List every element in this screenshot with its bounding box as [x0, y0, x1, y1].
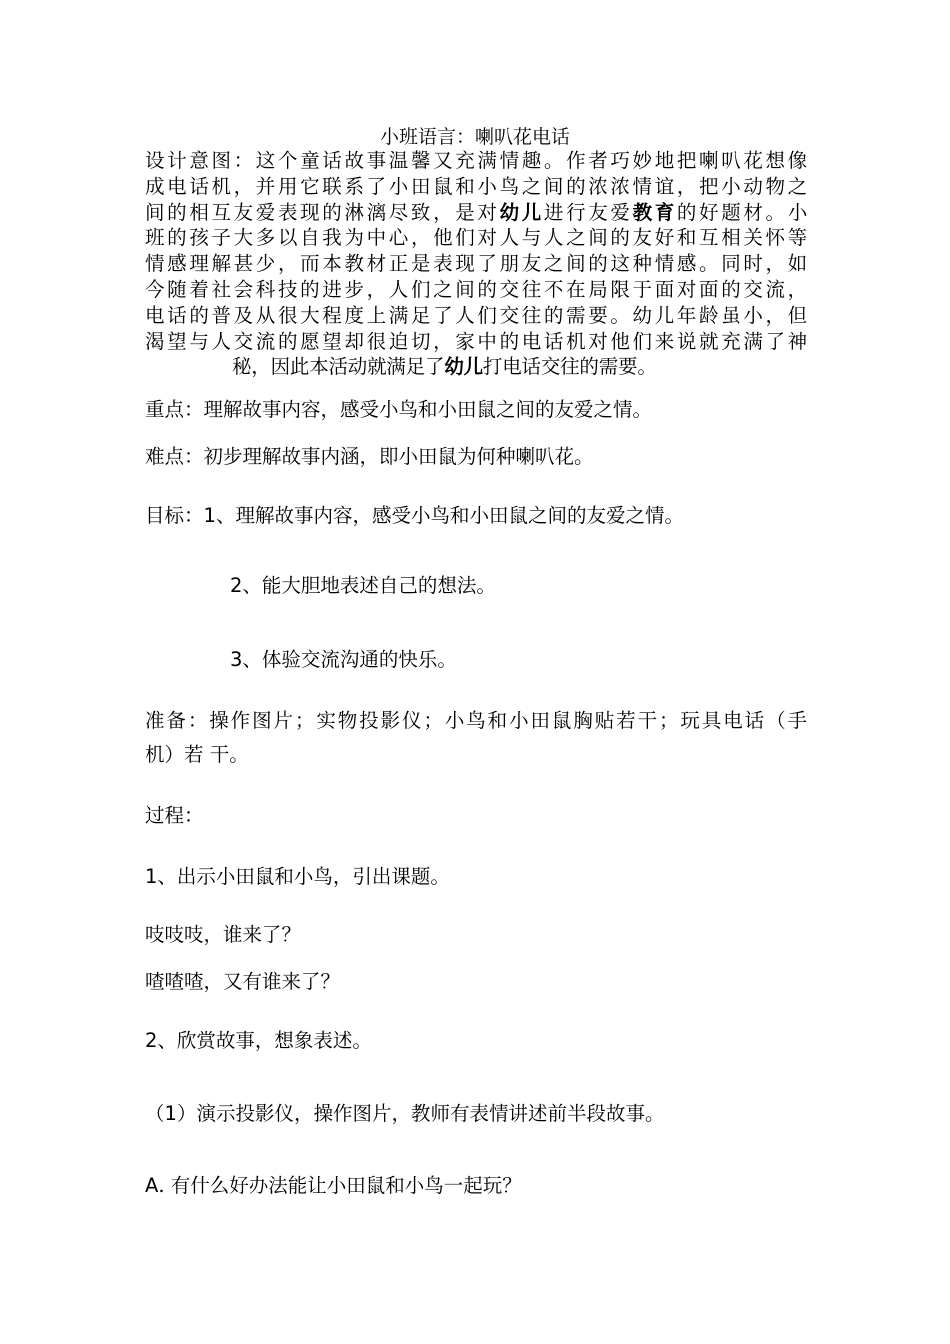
- goal-number: 1: [203, 504, 216, 527]
- goal-item-1: [145, 499, 810, 533]
- goal-item-2: [230, 569, 895, 603]
- intro-text: 班的孩子大多以自我为中心，他们对人与人之间的友好和互相关怀等: [145, 226, 807, 250]
- intro-line: [145, 174, 807, 200]
- intro-line: [145, 303, 807, 329]
- goal-number: 3: [230, 648, 243, 671]
- dialogue-line: 吱吱吱，谁来了？: [145, 923, 302, 946]
- goal-text: 、体验交流沟通的快乐。: [242, 648, 457, 671]
- goal-item-3: [230, 643, 895, 677]
- preparation-line: 机）若 干。: [145, 743, 249, 766]
- intro-text: 今随着社会科技的进步，人们之间的交往不在局限于面对面的交流，: [145, 277, 807, 301]
- intro-text: 设计意图：这个童话故事温馨又充满情趣。作者巧妙地把喇叭花想像: [145, 149, 807, 172]
- substep-number: 1: [164, 1102, 177, 1125]
- bold-keyword: 教育: [632, 200, 677, 224]
- intro-text: 打电话交往的需要。: [482, 355, 657, 379]
- document-title: 小班语言：喇叭花电话: [379, 126, 570, 148]
- question-a: [145, 1169, 810, 1203]
- intro-text: 成电话机，并用它联系了小田鼠和小鸟之间的浓浓情谊，把小动物之: [145, 174, 807, 198]
- intro-text: 电话的普及从很大程度上满足了人们交往的需要。幼儿年龄虽小，但: [145, 303, 807, 327]
- intro-text: 情感理解甚少，而本教材正是表现了朋友之间的这种情感。同时，如: [145, 252, 807, 276]
- intro-text: 秘，因此本活动就满足了: [232, 355, 445, 379]
- preparation-line: 准备：操作图片；实物投影仪；小鸟和小田鼠胸贴若干；玩具电话（手: [145, 709, 807, 732]
- intro-text: 间的相互友爱表现的淋漓尽致，是对: [145, 200, 500, 224]
- goal-text: 、理解故事内容，感受小鸟和小田鼠之间的友爱之情。: [215, 504, 684, 527]
- substep-bracket: （: [145, 1102, 165, 1125]
- intro-line: [145, 277, 807, 303]
- step-text: 、欣赏故事，想象表述。: [157, 1029, 372, 1052]
- goal-text: 、能大胆地表述自己的想法。: [242, 574, 496, 597]
- goal-number: 2: [230, 574, 243, 597]
- intro-line: [145, 329, 807, 355]
- intro-line: [145, 200, 807, 226]
- bold-keyword: 幼儿: [444, 355, 483, 379]
- goals-label: 目标：: [145, 504, 204, 527]
- intro-text: 进行友爱: [543, 200, 633, 224]
- question-text: . 有什么好办法能让小田鼠和小鸟一起玩？: [158, 1174, 522, 1197]
- bold-keyword: 幼儿: [499, 200, 544, 224]
- intro-line: [145, 148, 807, 174]
- intro-text: 渴望与人交流的愿望却很迫切，家中的电话机对他们来说就充满了神: [145, 329, 807, 353]
- process-label: 过程：: [145, 804, 204, 827]
- intro-text: 的好题材。小: [676, 200, 807, 224]
- intro-line: [145, 225, 807, 251]
- key-point: 重点：理解故事内容，感受小鸟和小田鼠之间的友爱之情。: [145, 398, 653, 421]
- process-substep-1: [145, 1097, 810, 1131]
- difficulty: 难点：初步理解故事内涵，即小田鼠为何种喇叭花。: [145, 445, 594, 468]
- preparation: [145, 704, 807, 772]
- step-number: 2: [145, 1029, 158, 1052]
- process-step-1: [145, 860, 810, 894]
- intro-line: [145, 354, 807, 380]
- step-text: 、出示小田鼠和小鸟，引出课题。: [157, 865, 450, 888]
- substep-text: ）演示投影仪，操作图片，教师有表情讲述前半段故事。: [176, 1102, 665, 1125]
- intro-line: [145, 251, 807, 277]
- dialogue-line: 喳喳喳，又有谁来了？: [145, 970, 341, 993]
- process-step-2: [145, 1024, 810, 1058]
- step-number: 1: [145, 865, 158, 888]
- design-intent-paragraph: [145, 148, 807, 380]
- question-letter: A: [145, 1174, 159, 1197]
